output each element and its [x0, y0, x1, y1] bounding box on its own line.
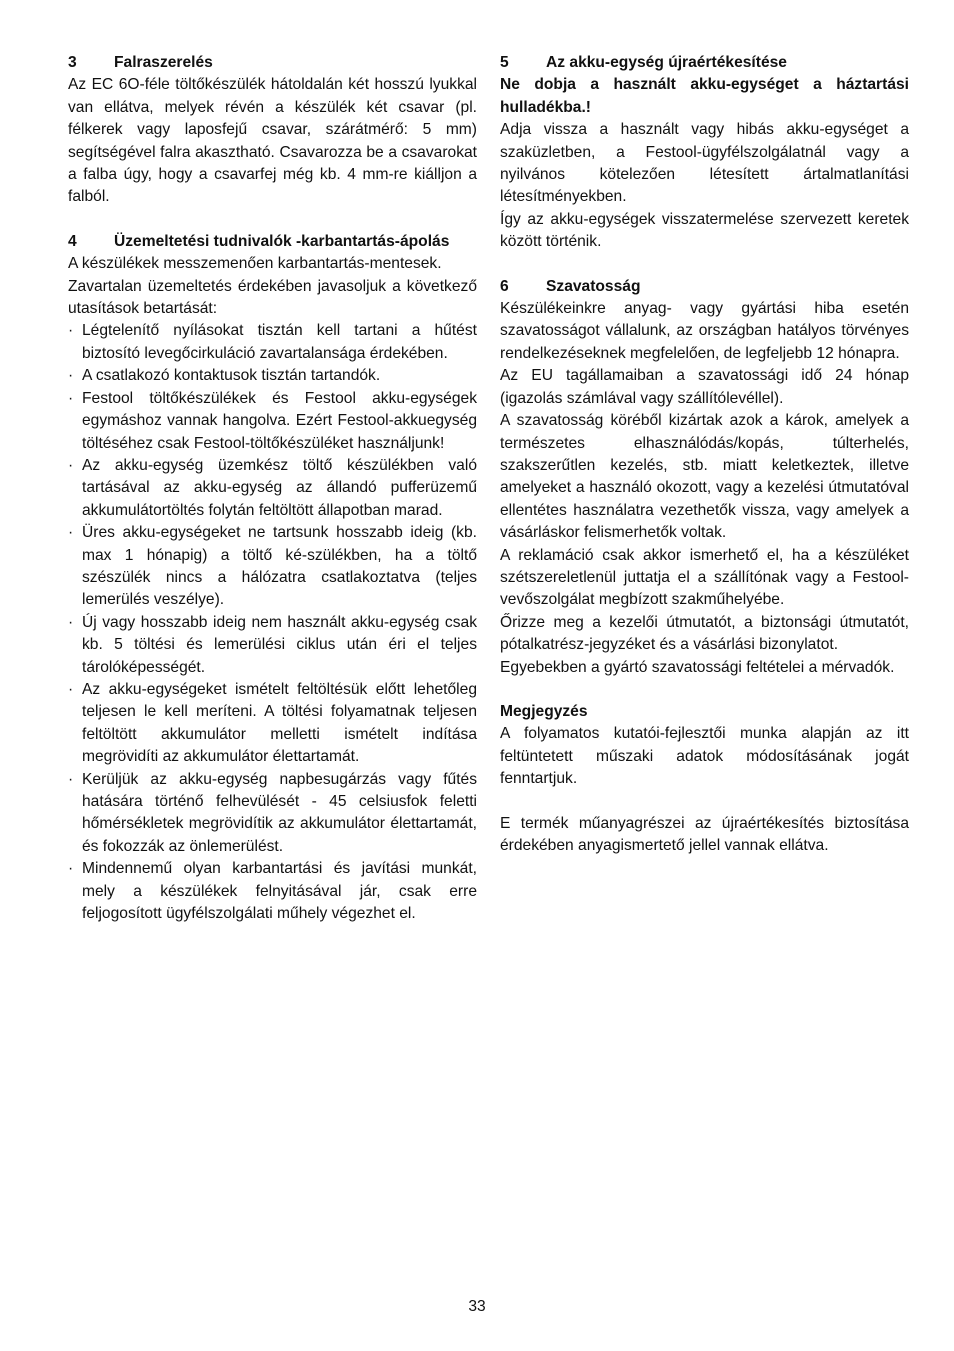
paragraph: Készülékeinkre anyag- vagy gyártási hiba esetén szavatosságot vállalunk, az országban hatályos törvényes rendelkezéseknek megfelelően, de legfeljebb 12 hónapra. — [500, 300, 909, 362]
section-number: 3 — [68, 54, 77, 71]
note-title: Megjegyzés — [500, 702, 588, 720]
right-column — [500, 52, 909, 879]
section-3-heading — [68, 52, 477, 74]
paragraph: A reklamáció csak akkor ismerhető el, ha a készüléket szétszereletlenül juttatja el a szállítónak vagy a Festool-vevőszolgálat megbízott szakműhelyébe. — [500, 546, 909, 609]
list-item: · Az akku-egység üzemkész töltő készülékben való tartásával az akku-egység az állandó pufferüzemű akkumulátortöltés folytán feltöltött állapotban marad. — [68, 455, 477, 522]
list-item: · Légtelenítő nyílásokat tisztán kell tartani a hűtést biztosító levegőcirkuláció zavartalansága érdekében. — [68, 320, 477, 365]
section-4-heading — [68, 231, 477, 253]
section-4 — [68, 231, 477, 926]
left-column — [68, 52, 477, 947]
section-number: 6 — [500, 277, 509, 295]
section-number: 4 — [68, 232, 77, 250]
paragraph: A szavatosság köréből kizártak azok a károk, amelyek a természetes elhasználódás/kopás, túlterhelés, szakszerűtlen kezelés, stb. miatt keletkeztek, illetve amelyeket a használó okozott, vagy a kezelési útmutatóval ellentétes használatra vezethetők vissza, vagy amelyek a vásárláskor felismerhetők voltak. — [500, 412, 909, 542]
section-6-heading — [500, 276, 909, 298]
paragraph: A folyamatos kutatói-fejlesztői munka alapján az itt feltüntetett műszaki adatok módosításának jogát fenntartjuk. — [500, 725, 909, 788]
paragraph: Zavartalan üzemeltetés érdekében javasoljuk a következő utasítások betartását: — [68, 277, 477, 318]
paragraph: Őrizze meg a kezelői útmutatót, a biztonsági útmutatót, pótalkatrész-jegyzéket és a vásárlási bizonylatot. — [500, 613, 909, 654]
section-number: 5 — [500, 54, 509, 71]
list-item: · Festool töltőkészülékek és Festool akku-egységek egymáshoz vannak hangolva. Ezért Festool-akkuegység töltéséhez csak Festool-töltőkészüléket használjunk! — [68, 388, 477, 455]
list-item: · Kerüljük az akku-egység napbesugárzás vagy fűtés hatására történő felhevülését - 45 celsiusfok feletti hőmérsékletek megrövidítik az akkumulátor élettartamát, és fokozzák az önlemerülést. — [68, 769, 477, 859]
paragraph: Az EU tagállamaiban a szavatossági idő 24 hónap (igazolás számlával vagy szállítólevéllel). — [500, 367, 909, 407]
note-section — [500, 701, 909, 791]
section-title: Üzemeltetési tudnivalók -karbantartás-ápolás — [114, 232, 450, 250]
page-number: 33 — [468, 1298, 486, 1315]
section-3 — [68, 52, 477, 209]
section-5 — [500, 52, 909, 254]
warning-text: Ne dobja a használt akku-egységet a háztartási hulladékba.! — [500, 76, 909, 116]
list-item: · Az akku-egységeket ismételt feltöltésük előtt lehetőleg teljesen le kell meríteni. A töltési folyamatnak teljesen feltöltött akkumulátor melletti ismételt indítása megrövidíti az akkumulátor élettartamát. — [68, 679, 477, 769]
list-item: · Mindennemű olyan karbantartási és javítási munkát, mely a készülékek felnyitásával jár, csak erre feljogosított ügyfélszolgálati műhely végezhet el. — [68, 858, 477, 925]
paragraph: Adja vissza a használt vagy hibás akku-egységet a szaküzletben, a Festool-ügyfélszolgálatnál vagy a nyilvános kötelezően létesített ártalmatlanítási létesítményekben. — [500, 121, 909, 206]
list-item: · Üres akku-egységeket ne tartsunk hosszabb ideig (kb. max 1 hónapig) a töltő ké-szülékben, ha a töltő szészülék nincs a hálózatra csatlakoztatva (teljes lemerülés veszélye). — [68, 522, 477, 612]
maintenance-list — [68, 320, 477, 925]
paragraph: Az EC 6O-féle töltőkészülék hátoldalán két hosszú lyukkal van ellátva, melyek révén a készülék két csavar (pl. félkerek vagy laposfejű csavar, szárátmérő: 5 mm) segítségével falra akasztható. Csavarozza be a csavarokat a falba úgy, hogy a csavarfej még kb. 4 mm-re kiálljon a falból. — [68, 76, 477, 206]
section-title: Az akku-egység újraértékesítése — [546, 54, 787, 71]
section-title: Szavatosság — [546, 277, 641, 295]
paragraph: Egyebekben a gyártó szavatossági feltételei a mérvadók. — [500, 658, 895, 676]
list-item: · Új vagy hosszabb ideig nem használt akku-egység csak kb. 5 töltési és lemerülési ciklus után éri el teljes tárolóképességét. — [68, 612, 477, 679]
section-6 — [500, 276, 909, 679]
section-title: Falraszerelés — [114, 54, 213, 71]
recycle-section — [500, 813, 909, 858]
section-5-heading — [500, 52, 909, 74]
paragraph: A készülékek messzemenően karbantartás-mentesek. — [68, 255, 442, 273]
paragraph: E termék műanyagrészei az újraértékesítés biztosítása érdekében anyagismertető jellel vannak ellátva. — [500, 814, 909, 854]
paragraph: Így az akku-egységek visszatermelése szervezett keretek között történik. — [500, 210, 909, 251]
list-item: · A csatlakozó kontaktusok tisztán tartandók. — [68, 365, 477, 387]
